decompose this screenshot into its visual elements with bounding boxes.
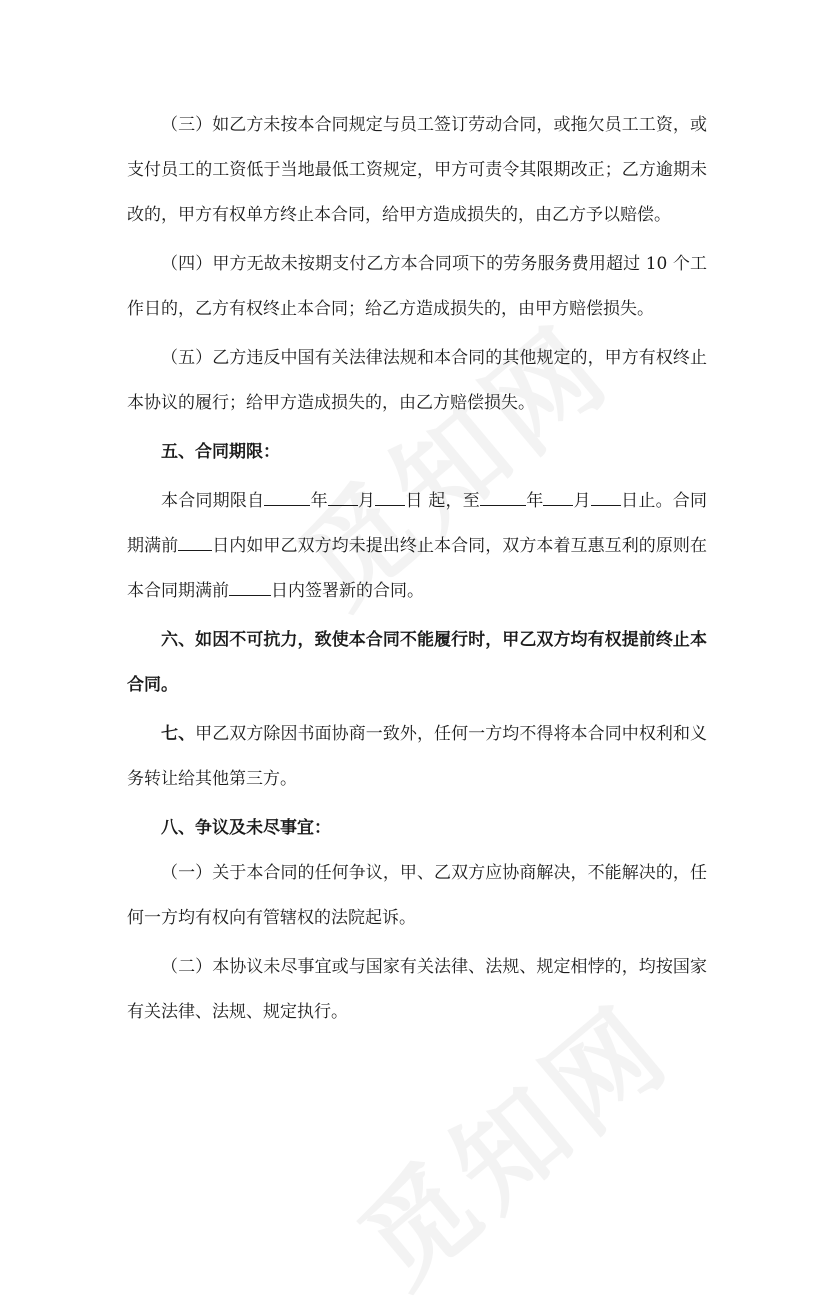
term-text-2: 年 <box>310 491 328 511</box>
document-body <box>127 103 707 1035</box>
clause-7-text: 甲乙双方除因书面协商一致外，任何一方均不得将本合同中权利和义务转让给其他第三方。 <box>127 724 708 789</box>
paragraph-clause-4-4: （四）甲方无故未按期支付乙方本合同项下的劳务服务费用超过 10 个工作日的，乙方有权终止本合同；给乙方造成损失的，由甲方赔偿损失。 <box>127 254 707 319</box>
heading-disputes: 八、争议及未尽事宜： <box>161 818 331 838</box>
blank-end-month[interactable] <box>543 486 573 506</box>
blank-start-day[interactable] <box>375 486 405 506</box>
paragraph-clause-4-3: （三）如乙方未按本合同规定与员工签订劳动合同，或拖欠员工工资，或支付员工的工资低于当地最低工资规定，甲方可责令其限期改正；乙方逾期未改的，甲方有权单方终止本合同，给甲方造成损失的，由乙方予以赔偿。 <box>127 115 707 225</box>
blank-notice-days[interactable] <box>178 531 212 551</box>
paragraph-contract-term <box>127 479 707 614</box>
paragraph-clause-7 <box>127 712 707 802</box>
paragraph-clause-8-1: （一）关于本合同的任何争议，甲、乙双方应协商解决，不能解决的，任何一方均有权向有管辖权的法院起诉。 <box>127 863 707 928</box>
term-text-9: 日内签署新的合同。 <box>271 581 424 601</box>
term-text-4: 日 起，至 <box>405 491 480 511</box>
blank-renewal-days[interactable] <box>229 576 271 596</box>
clause-6-text: 六、如因不可抗力，致使本合同不能履行时，甲乙双方均有权提前终止本合同。 <box>127 630 707 695</box>
blank-start-month[interactable] <box>328 486 358 506</box>
paragraph-clause-6 <box>127 618 707 708</box>
blank-start-year[interactable] <box>264 486 310 506</box>
blank-end-day[interactable] <box>591 486 621 506</box>
clause-7-label: 七、 <box>161 724 196 744</box>
term-text-6: 月 <box>573 491 591 511</box>
heading-contract-term: 五、合同期限： <box>161 442 280 462</box>
term-text-5: 年 <box>526 491 544 511</box>
term-text-8: 日内如甲乙双方均未提出终止本合同，双方本着互惠互利的原则在本合同期满前 <box>127 536 707 601</box>
term-text-3: 月 <box>357 491 376 511</box>
term-text-1: 本合同期限自 <box>161 491 265 511</box>
paragraph-clause-8-2: （二）本协议未尽事宜或与国家有关法律、法规、规定相悖的，均按国家有关法律、法规、规定执行。 <box>127 957 707 1022</box>
term-text-7: 日止。合同期满前 <box>127 491 708 556</box>
paragraph-clause-4-5: （五）乙方违反中国有关法律法规和本合同的其他规定的，甲方有权终止本协议的履行；给甲方造成损失的，由乙方赔偿损失。 <box>127 348 707 413</box>
blank-end-year[interactable] <box>480 486 526 506</box>
